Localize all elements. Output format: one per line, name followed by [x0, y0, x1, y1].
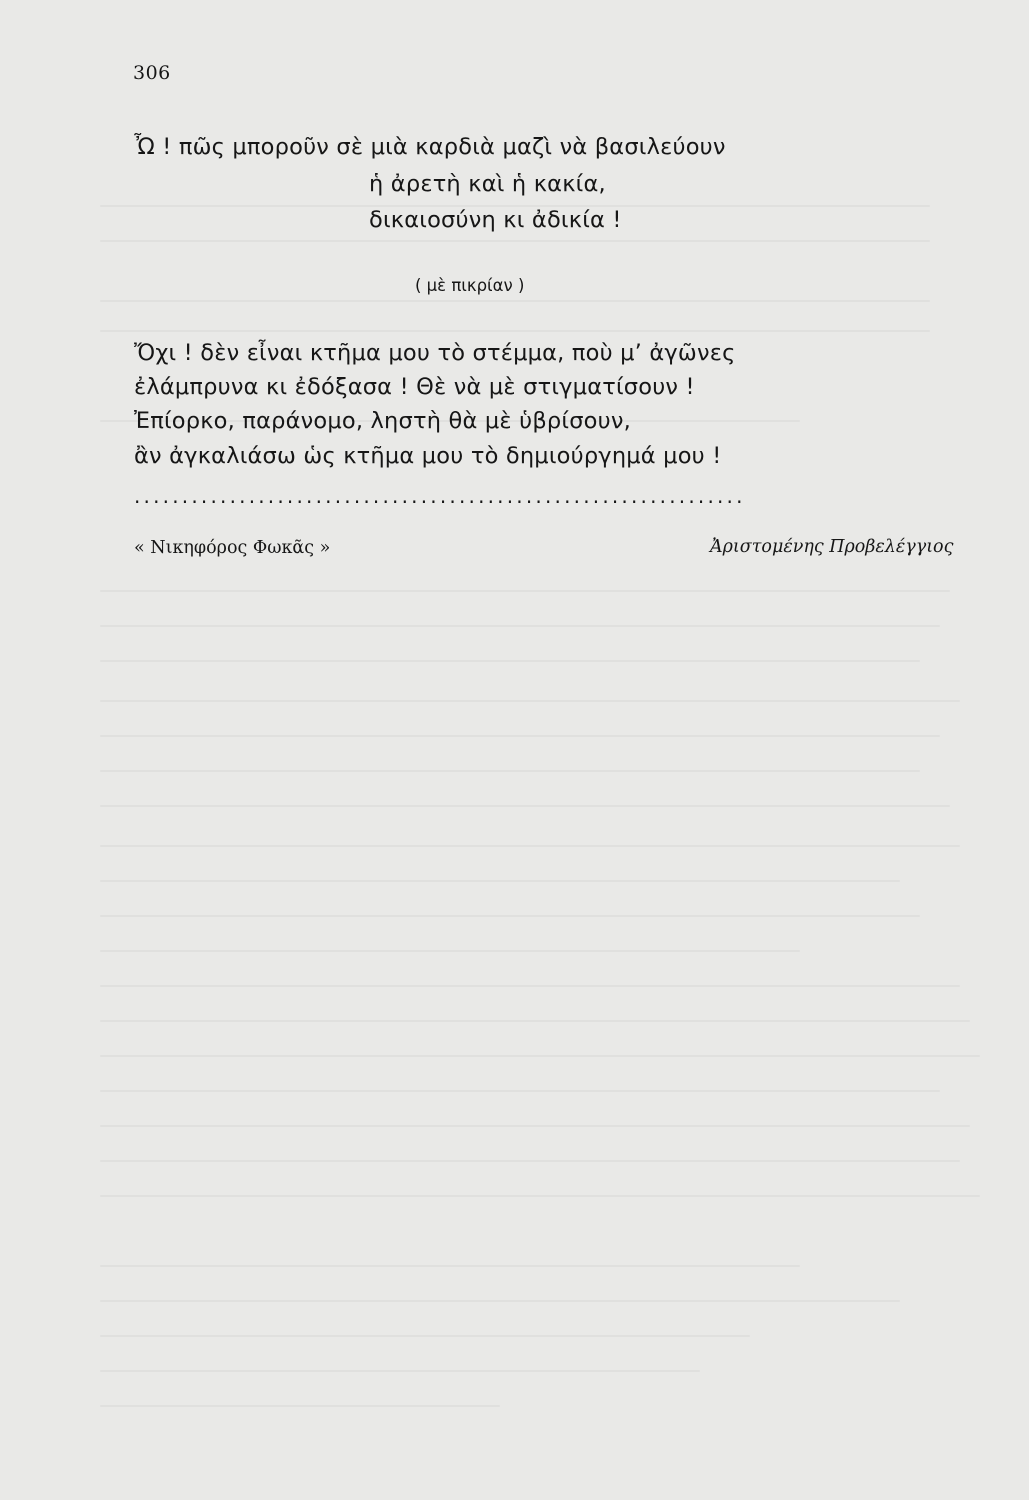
verse-line: ἡ ἀρετὴ καὶ ἡ κακία, [369, 171, 606, 197]
verse-line: ἂν ἀγκαλιάσω ὡς κτῆμα μου τὸ δημιούργημά μου ! [134, 443, 722, 469]
verse-line: Ὄχι ! δὲν εἶναι κτῆμα μου τὸ στέμμα, ποὺ μ’ ἀγῶνες [134, 340, 736, 366]
stage-direction: ( μὲ πικρίαν ) [415, 276, 525, 295]
verse-line: δικαιοσύνη κι ἀδικία ! [369, 207, 622, 233]
page-number: 306 [133, 62, 171, 84]
verse-line: Ὦ ! πῶς μποροῦν σὲ μιὰ καρδιὰ μαζὶ νὰ βασιλεύουν [134, 134, 726, 160]
author-name: Ἀριστομένης Προβελέγγιος [710, 537, 954, 557]
verse-line: Ἐπίορκο, παράνομο, ληστὴ θὰ μὲ ὑβρίσουν, [134, 408, 631, 434]
ellipsis-line: ................................................................ [134, 484, 746, 508]
source-title: « Νικηφόρος Φωκᾶς » [134, 538, 331, 558]
verse-line: ἐλάμπρυνα κι ἐδόξασα ! Θὲ νὰ μὲ στιγματίσουν ! [134, 374, 695, 400]
